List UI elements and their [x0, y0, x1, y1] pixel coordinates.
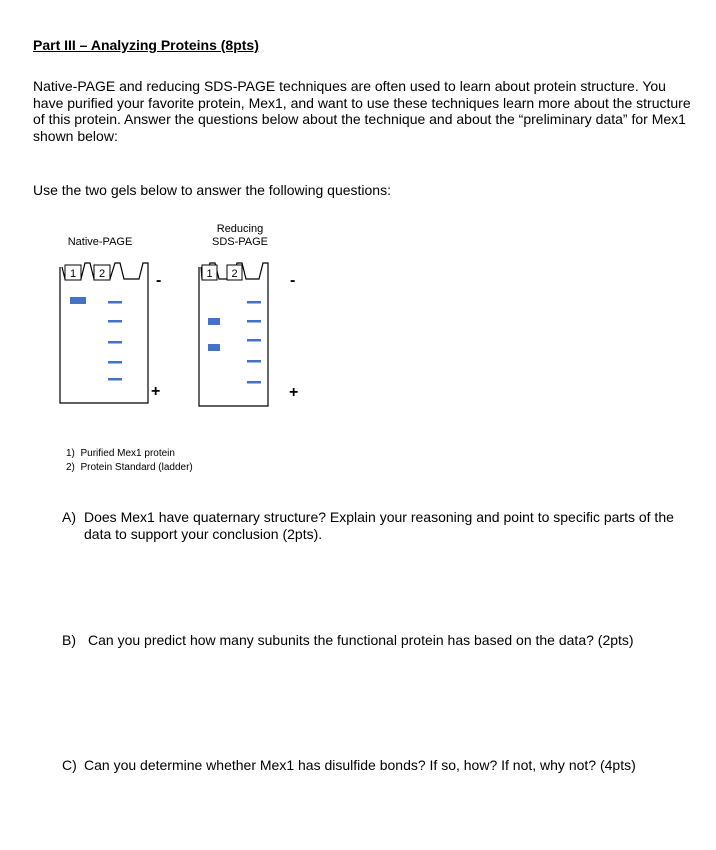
question-c-label: C) [62, 757, 77, 773]
sds-page-label [190, 223, 290, 249]
sds-negative-sign: - [290, 272, 296, 289]
native-page-label: Native-PAGE [67, 236, 133, 248]
native-ladder-band [108, 301, 122, 304]
native-negative-sign: - [156, 272, 162, 289]
question-a-label: A) [62, 509, 76, 525]
question-c [62, 757, 702, 797]
sds-gel-outline [199, 263, 268, 406]
sds-page-gel [194, 255, 324, 410]
native-lane-2-number: 2 [98, 268, 106, 280]
question-a-text: Does Mex1 have quaternary structure? Explain your reasoning and point to specific parts of the data to support your conclusion (2pts). [84, 509, 674, 542]
legend-item-text: Protein Standard (ladder) [80, 462, 193, 473]
sds-ladder-band [247, 301, 261, 304]
sds-lane1-band [208, 344, 220, 351]
native-gel-outline [60, 263, 148, 403]
question-b-text: Can you predict how many subunits the functional protein has based on the data? (2pts) [88, 632, 634, 648]
native-ladder-band [108, 361, 122, 364]
part-title: Part III – Analyzing Proteins (8pts) [33, 37, 259, 53]
legend-item-text: Purified Mex1 protein [80, 448, 175, 459]
native-page-gel [55, 255, 185, 410]
sds-label-line2: SDS-PAGE [211, 236, 269, 248]
sds-positive-sign: + [289, 384, 299, 401]
sds-lane-1-number: 1 [206, 268, 213, 280]
native-ladder-band [108, 378, 122, 381]
native-lane1-band [70, 297, 86, 304]
legend-item-number: 1) [66, 448, 75, 459]
sds-label-line1: Reducing [216, 223, 264, 235]
intro-paragraph: Native-PAGE and reducing SDS-PAGE techniques are often used to learn about protein structure. You have purified your favorite protein, Mex1, and want to use these techniques learn more about the structure of this protein. Answer the questions below about the technique and about the “preliminary data” for Mex1 shown below: [33, 78, 691, 144]
question-a [62, 509, 702, 549]
gel-legend [66, 447, 193, 475]
sds-lane1-band [208, 318, 220, 325]
native-positive-sign: + [151, 383, 161, 400]
sds-ladder-band [247, 381, 261, 384]
sds-ladder-band [247, 339, 261, 342]
gel-instruction: Use the two gels below to answer the following questions: [33, 182, 391, 198]
sds-lane-2-number: 2 [231, 268, 238, 280]
question-c-text: Can you determine whether Mex1 has disulfide bonds? If so, how? If not, why not? (4pts) [84, 757, 636, 773]
question-b-label: B) [62, 632, 76, 648]
native-ladder-band [108, 341, 122, 344]
sds-ladder-band [247, 360, 261, 363]
sds-ladder-band [247, 320, 261, 323]
legend-item [66, 447, 193, 461]
legend-item-number: 2) [66, 462, 75, 473]
native-lane-1-number: 1 [69, 268, 77, 280]
legend-item [66, 461, 193, 475]
native-ladder-band [108, 320, 122, 323]
question-b [62, 632, 702, 652]
